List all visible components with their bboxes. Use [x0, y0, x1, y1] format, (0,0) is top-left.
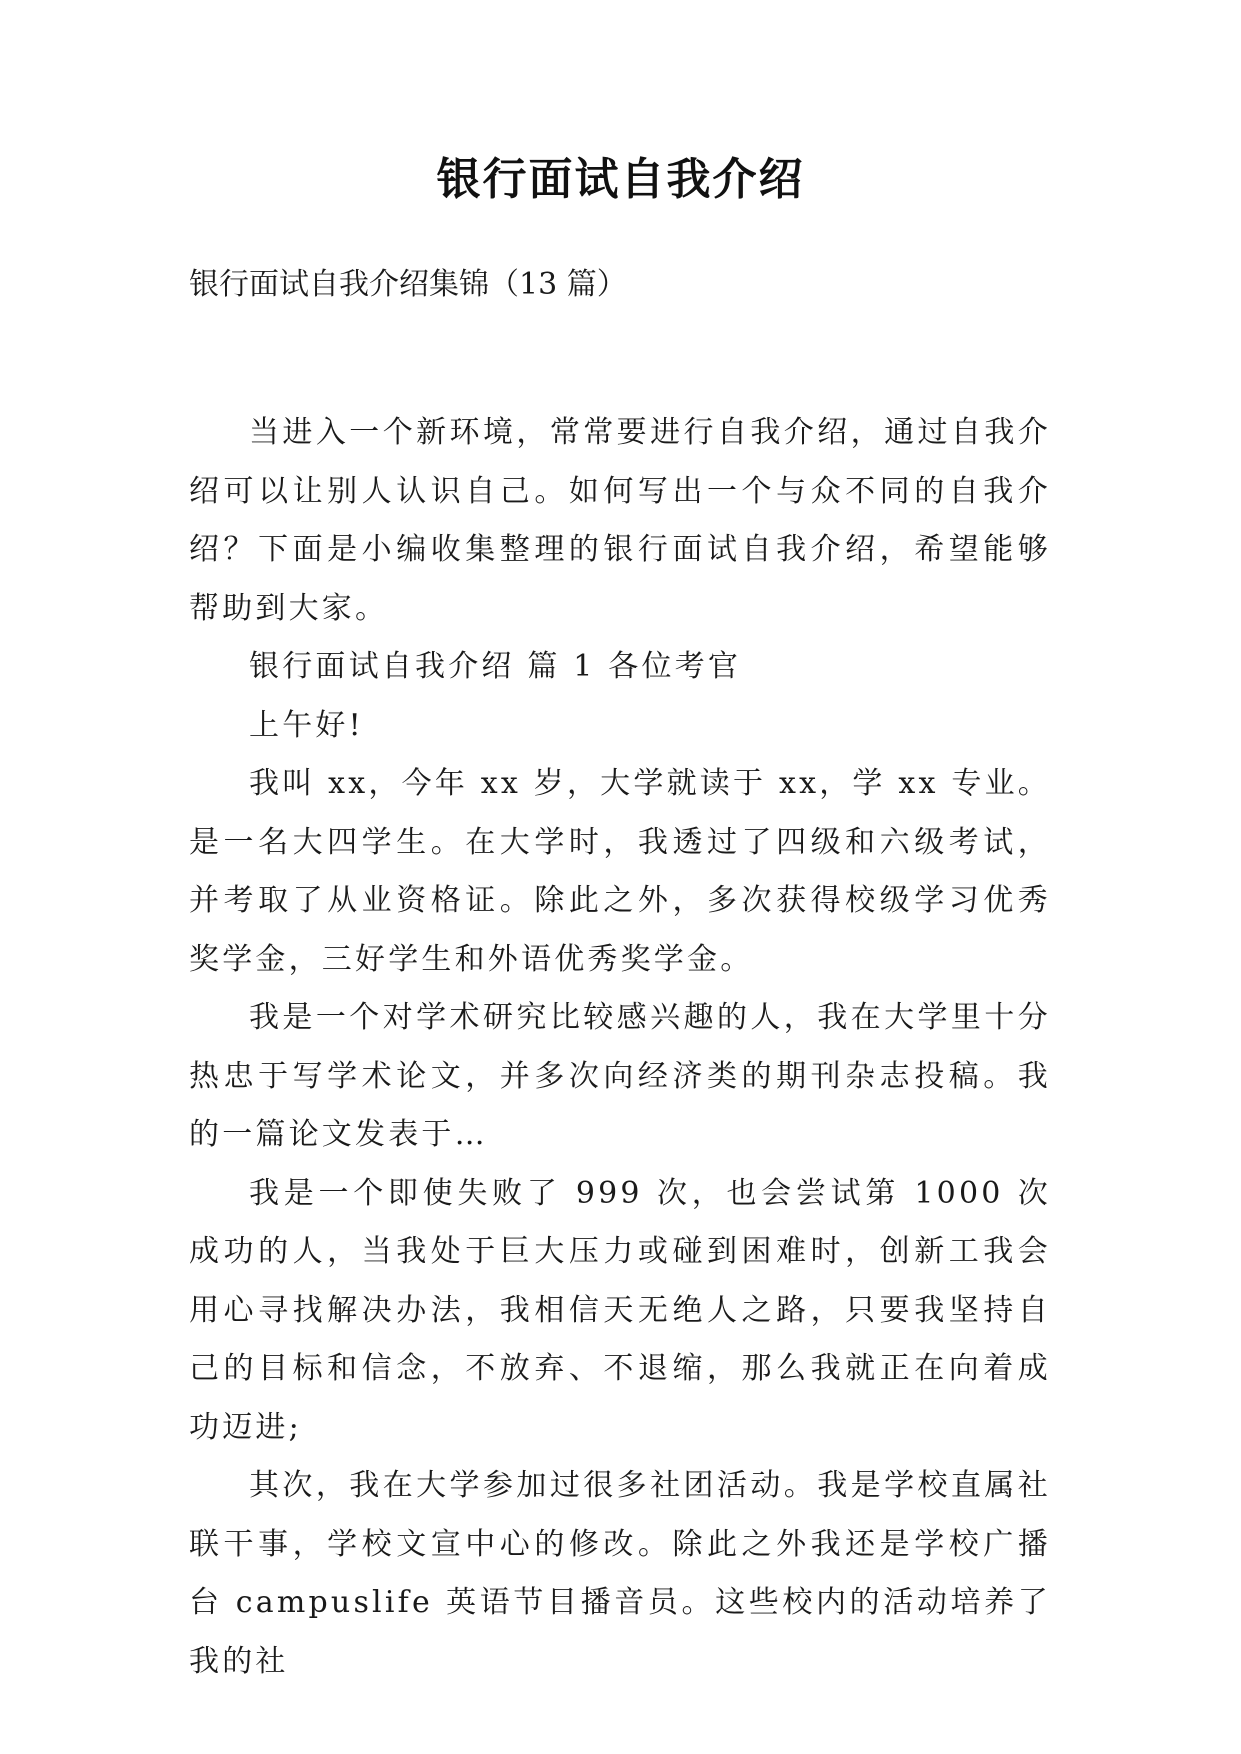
paragraph-research: 我是一个对学术研究比较感兴趣的人，我在大学里十分热忠于写学术论文，并多次向经济类的期刊杂志投稿。我的一篇论文发表于… [189, 1000, 1051, 1152]
document-title: 银行面试自我介绍 [436, 154, 805, 205]
document-body [189, 404, 1051, 1691]
document-subtitle: 银行面试自我介绍集锦（13 篇） [189, 267, 627, 302]
paragraph-activities: 其次，我在大学参加过很多社团活动。我是学校直属社联干事，学校文宣中心的修改。除此之外我还是学校广播台 campuslife 英语节目播音员。这些校内的活动培养了我的社 [189, 1468, 1051, 1679]
paragraph-background: 我叫 xx，今年 xx 岁，大学就读于 xx，学 xx 专业。是一名大四学生。在大学时，我透过了四级和六级考试，并考取了从业资格证。除此之外，多次获得校级学习优秀奖学金，三好学生和外语优秀奖学金。 [189, 766, 1051, 977]
paragraph-persistence: 我是一个即使失败了 999 次，也会尝试第 1000 次成功的人，当我处于巨大压力或碰到困难时，创新工我会用心寻找解决办法，我相信天无绝人之路，只要我坚持自己的目标和信念，不放弃、不退缩，那么我就正在向着成功迈进; [189, 1175, 1051, 1445]
paragraph-intro: 当进入一个新环境，常常要进行自我介绍，通过自我介绍可以让别人认识自己。如何写出一个与众不同的自我介绍？下面是小编收集整理的银行面试自我介绍，希望能够帮助到大家。 [189, 415, 1051, 626]
paragraph-greeting: 上午好! [249, 707, 364, 743]
paragraph-section-heading: 银行面试自我介绍 篇 1 各位考官 [249, 649, 742, 684]
